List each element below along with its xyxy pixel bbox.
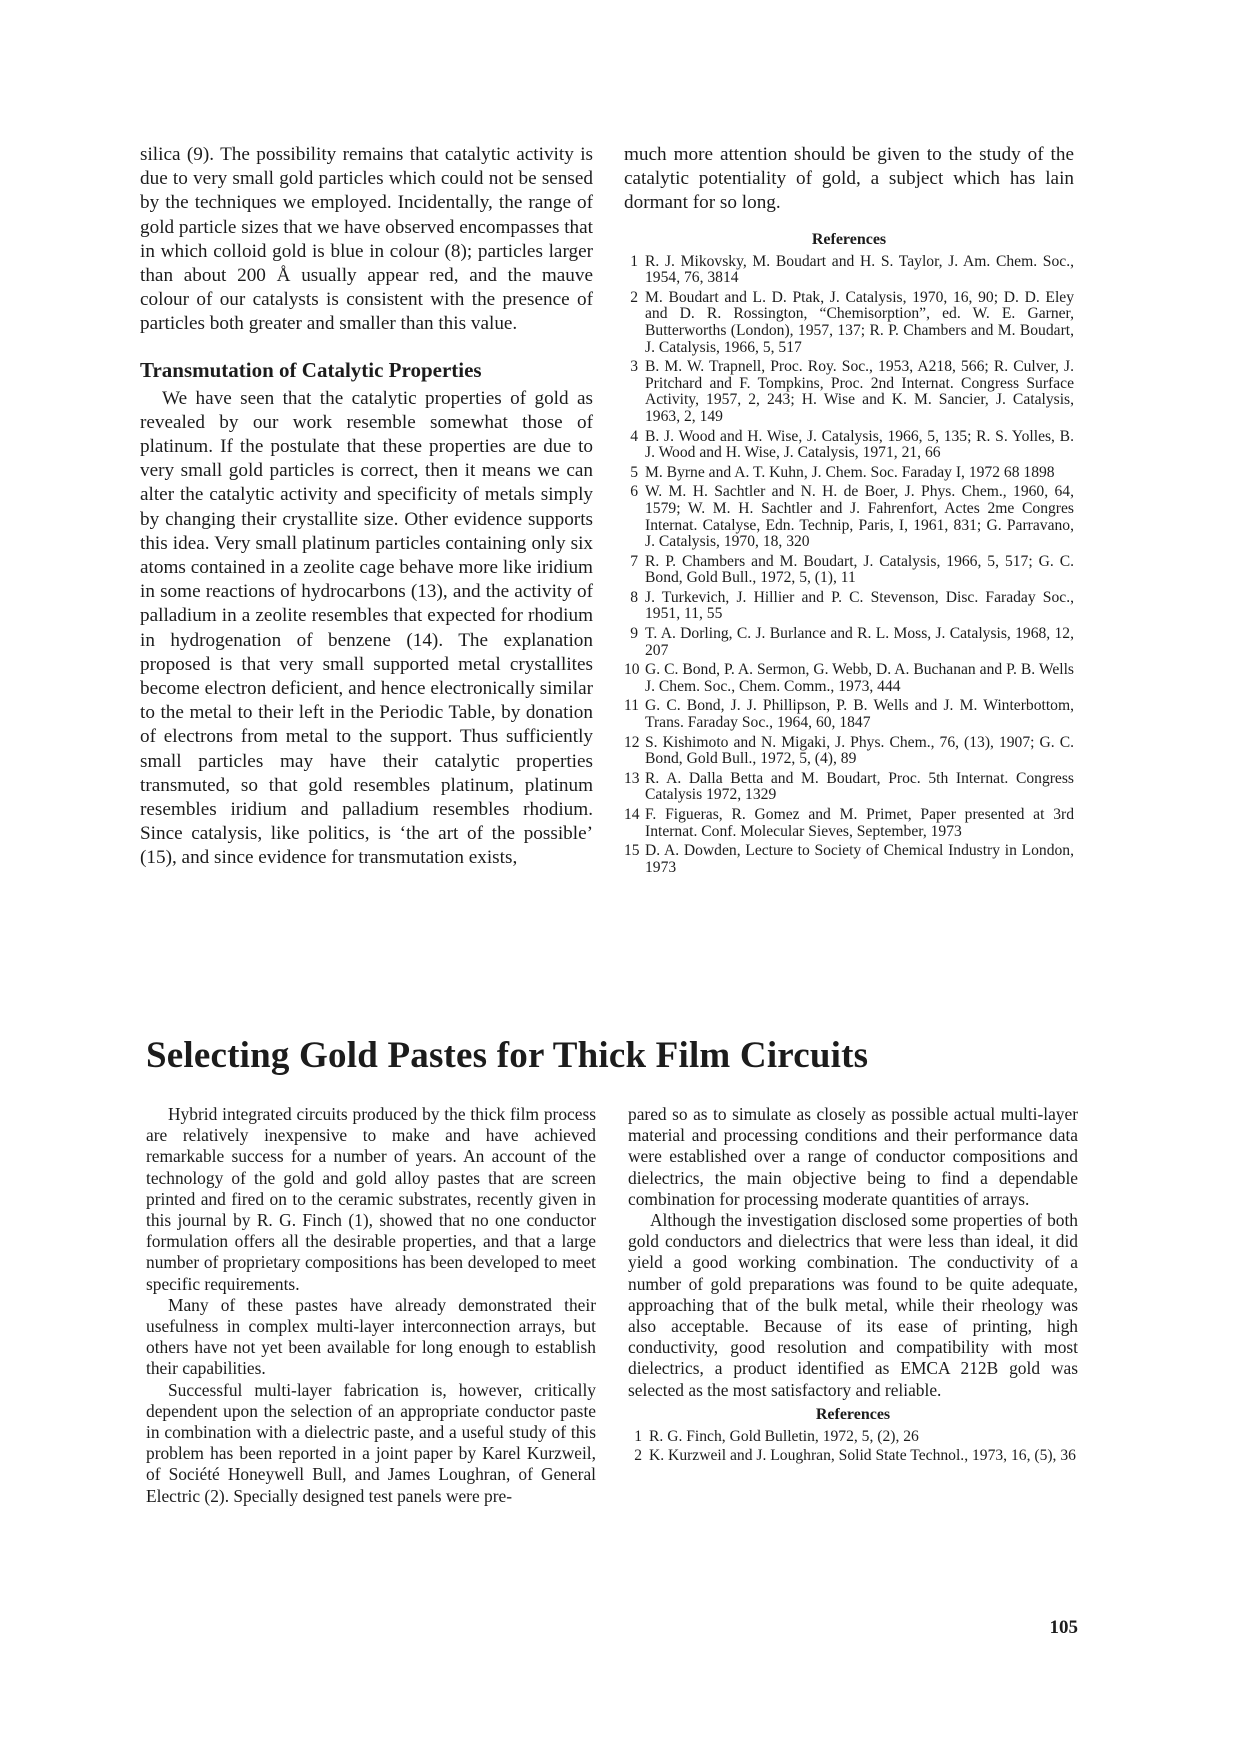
references-heading: References (811, 230, 887, 248)
reference-number: 3 (630, 358, 638, 376)
reference-number: 13 (624, 769, 640, 787)
paragraph: Although the investigation disclosed some properties of both gold conductors and dielectrics that were less than ideal, it did yield a good working combination. The conductivity of a number of gold preparations was found to be quite adequate, approaching that of the bulk metal, while their rheology was also acceptable. Because of its ease of printing, high conductivity, good resolution and compatibility with most dielectrics, a product identified as EMCA 212B gold was selected as the most satisfactory and reliable. (628, 1210, 1078, 1400)
reference-number: 12 (624, 733, 640, 751)
reference-number: 11 (624, 697, 640, 715)
paragraph: Hybrid integrated circuits produced by the thick film process are relatively inexpensive to make and have achieved remarkable success for a number of years. An account of the technology of the gold and gold alloy pastes that are screen printed and fired on to the ceramic substrates, recently given in this journal by R. G. Finch (1), showed that no one conductor formulation offers all the desirable properties, and that a large number of proprietary compositions has been developed to meet specific requirements. (146, 1104, 596, 1294)
reference-number: 7 (630, 552, 638, 570)
reference-item (624, 626, 1074, 659)
reference-number: 14 (624, 806, 640, 824)
reference-item (624, 662, 1074, 695)
reference-number: 4 (630, 427, 638, 445)
reference-number: 2 (630, 288, 638, 306)
reference-text: B. M. W. Trapnell, Proc. Roy. Soc., 1953, A218, 566; R. Culver, J. Pritchard and F. Tompkins, Proc. 2nd Internat. Congress Surface Activity, 1957, 2, 243; H. Wise and K. M. Sancier, J. Catalysis, 1963, 2, 149 (645, 358, 1074, 425)
reference-text: M. Byrne and A. T. Kuhn, J. Chem. Soc. Faraday I, 1972 68 1898 (645, 463, 1055, 481)
reference-item (624, 554, 1074, 587)
reference-item (624, 807, 1074, 840)
references-list (628, 1429, 1078, 1465)
reference-item (628, 1429, 1078, 1446)
reference-text: R. G. Finch, Gold Bulletin, 1972, 5, (2), 26 (649, 1427, 919, 1445)
reference-number: 8 (630, 588, 638, 606)
reference-text: D. A. Dowden, Lecture to Society of Chemical Industry in London, 1973 (645, 842, 1074, 876)
page-number: 105 (1049, 1617, 1078, 1638)
paragraph: silica (9). The possibility remains that catalytic activity is due to very small gold particles which could not be sensed by the techniques we employed. Incidentally, the range of gold particle sizes that we have observed encompasses that in which colloid gold is blue in colour (8); particles larger than about 200 Å usually appear red, and the mauve colour of our catalysts is consistent with the presence of particles both greater and smaller than this value. (140, 144, 593, 335)
reference-text: G. C. Bond, P. A. Sermon, G. Webb, D. A. Buchanan and P. B. Wells J. Chem. Soc., Chem. Comm., 1973, 444 (645, 661, 1074, 695)
references-heading: References (815, 1405, 891, 1423)
reference-item (624, 771, 1074, 804)
reference-item (624, 843, 1074, 876)
reference-number: 5 (630, 463, 638, 481)
reference-number: 1 (634, 1427, 642, 1445)
paragraph: much more attention should be given to the study of the catalytic potentiality of gold, a subject which has lain dormant for so long. (624, 144, 1074, 214)
paragraph: We have seen that the catalytic properties of gold as revealed by our work resemble somewhat those of platinum. If the postulate that these properties are due to very small gold particles is correct, then it means we can alter the catalytic activity and specificity of metals simply by changing their crystallite size. Other evidence supports this idea. Very small platinum particles containing only six atoms contained in a zeolite cage behave more like iridium in some reactions of hydrocarbons (13), and the activity of palladium in a zeolite resembles that expected for rhodium in hydrogenation of benzene (14). The explanation proposed is that very small supported metal crystallites become electron deficient, and hence electronically similar to the metal to their left in the Periodic Table, by donation of electrons from metal to the support. Thus sufficiently small particles may have their catalytic properties transmuted, so that gold resembles platinum, platinum resembles iridium and palladium resembles rhodium. Since catalysis, like politics, is ‘the art of the possible’ (15), and since evidence for transmutation exists, (140, 387, 593, 869)
reference-text: B. J. Wood and H. Wise, J. Catalysis, 1966, 5, 135; R. S. Yolles, B. J. Wood and H. Wise, J. Catalysis, 1971, 21, 66 (645, 427, 1074, 462)
reference-item (624, 698, 1074, 731)
reference-number: 9 (630, 625, 638, 643)
reference-text: M. Boudart and L. D. Ptak, J. Catalysis, 1970, 16, 90; D. D. Eley and D. R. Rossington, “Chemisorption”, ed. W. E. Garner, Butterworths (London), 1957, 137; R. P. Chambers and M. Boudart, J. Catalysis, 1966, 5, 517 (645, 288, 1074, 356)
reference-item (624, 254, 1074, 287)
reference-text: J. Turkevich, J. Hillier and P. C. Stevenson, Disc. Faraday Soc., 1951, 11, 55 (645, 588, 1074, 623)
reference-text: S. Kishimoto and N. Migaki, J. Phys. Chem., 76, (13), 1907; G. C. Bond, Gold Bull., 1972, 5, (4), 89 (645, 733, 1074, 768)
paragraph: pared so as to simulate as closely as possible actual multi-layer material and processing conditions and their performance data were established over a range of conductor compositions and dielectrics, the main objective being to find a dependable combination for processing moderate quantities of arrays. (628, 1104, 1078, 1209)
reference-item (624, 590, 1074, 623)
reference-text: W. M. H. Sachtler and N. H. de Boer, J. Phys. Chem., 1960, 64, 1579; W. M. H. Sachtler and J. Fahrenfort, Actes 2me Congres Internat. Catalyse, Edn. Technip, Paris, I, 1961, 831; G. Parravano, J. Catalysis, 1970, 18, 320 (645, 483, 1074, 551)
article-title: Selecting Gold Pastes for Thick Film Circuits (146, 1035, 869, 1076)
reference-number: 10 (624, 661, 640, 679)
reference-item (624, 465, 1074, 482)
reference-number: 6 (630, 483, 638, 501)
reference-number: 15 (624, 842, 640, 860)
reference-text: R. J. Mikovsky, M. Boudart and H. S. Taylor, J. Am. Chem. Soc., 1954, 76, 3814 (645, 252, 1074, 287)
reference-text: R. P. Chambers and M. Boudart, J. Catalysis, 1966, 5, 517; G. C. Bond, Gold Bull., 1972, 5, (1), 11 (645, 552, 1074, 587)
paragraph: Successful multi-layer fabrication is, however, critically dependent upon the selection of an appropriate conductor paste in combination with a dielectric paste, and a useful study of this problem has been reported in a joint paper by Karel Kurzweil, of Société Honeywell Bull, and James Loughran, of General Electric (2). Specially designed test panels were pre- (146, 1379, 596, 1506)
references-list (624, 254, 1074, 877)
reference-item (624, 735, 1074, 768)
reference-item (624, 484, 1074, 550)
reference-text: R. A. Dalla Betta and M. Boudart, Proc. 5th Internat. Congress Catalysis 1972, 1329 (645, 769, 1074, 804)
paragraph: Many of these pastes have already demonstrated their usefulness in complex multi-layer interconnection arrays, but others have not yet been available for long enough to establish their capabilities. (146, 1294, 596, 1379)
reference-text: K. Kurzweil and J. Loughran, Solid State Technol., 1973, 16, (5), 36 (649, 1447, 1076, 1465)
reference-text: T. A. Dorling, C. J. Burlance and R. L. Moss, J. Catalysis, 1968, 12, 207 (645, 625, 1074, 659)
reference-item (624, 429, 1074, 462)
reference-number: 2 (634, 1447, 642, 1465)
lower-right-column (628, 1104, 1078, 1468)
reference-text: F. Figueras, R. Gomez and M. Primet, Paper presented at 3rd Internat. Conf. Molecular Sieves, September, 1973 (645, 806, 1074, 840)
reference-item (628, 1448, 1078, 1465)
reference-item (624, 290, 1074, 356)
reference-item (624, 359, 1074, 425)
section-heading: Transmutation of Catalytic Properties (140, 357, 482, 382)
reference-number: 1 (630, 252, 638, 270)
upper-left-column (140, 143, 593, 871)
lower-left-column (146, 1104, 596, 1507)
upper-right-column (624, 143, 1074, 879)
reference-text: G. C. Bond, J. J. Phillipson, P. B. Wells and J. M. Winterbottom, Trans. Faraday Soc., 1964, 60, 1847 (645, 697, 1074, 732)
